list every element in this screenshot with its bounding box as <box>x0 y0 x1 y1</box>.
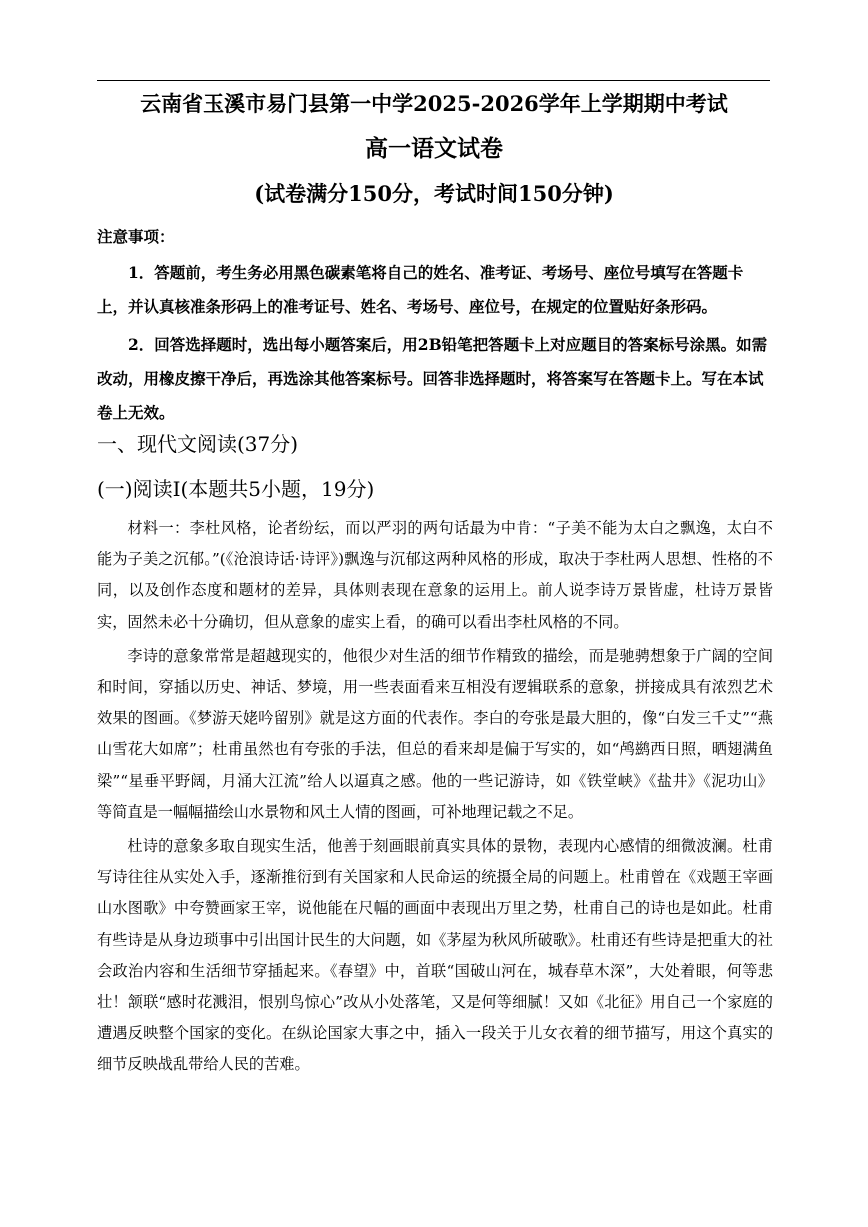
notice-item-2: 2．回答选择题时，选出每小题答案后，用2B铅笔把答题卡上对应题目的答案标号涂黑。如需改动，用橡皮擦干净后，再选涂其他答案标号。回答非选择题时，将答案写在答题卡上。写在本试卷上无效。 <box>97 335 768 422</box>
exam-title: 云南省玉溪市易门县第一中学2025-2026学年上学期期中考试 <box>140 91 728 116</box>
paper-title: 高一语文试卷 <box>365 135 503 162</box>
exam-info: (试卷满分150分，考试时间150分钟) <box>254 181 614 206</box>
subsection-heading: (一)阅读Ⅰ(本题共5小题，19分) <box>97 477 375 501</box>
notice-item-1: 1．答题前，考生务必用黑色碳素笔将自己的姓名、准考证、考场号、座位号填写在答题卡上，并认真核准条形码上的准考证号、姓名、考场号、座位号，在规定的位置贴好条形码。 <box>97 263 744 316</box>
reading-material <box>97 513 773 1084</box>
paragraph-3: 杜诗的意象多取自现实生活，他善于刻画眼前真实具体的景物，表现内心感情的细微波澜。杜甫写诗往往从实处入手，逐渐推衍到有关国家和人民命运的统摄全局的问题上。杜甫曾在《戏题王宰画山水图歌》中夸赞画家王宰，说他能在尺幅的画面中表现出万里之势，杜甫自己的诗也是如此。杜甫有些诗是从身边琐事中引出国计民生的大问题，如《茅屋为秋风所破歌》。杜甫还有些诗是把重大的社会政治内容和生活细节穿插起来。《春望》中，首联“国破山河在，城春草木深”，大处着眼，何等悲壮！颔联“感时花溅泪，恨别鸟惊心”改从小处落笔，又是何等细腻！又如《北征》用自己一个家庭的遭遇反映整个国家的变化。在纵论国家大事之中，插入一段关于儿女衣着的细节描写，用这个真实的细节反映战乱带给人民的苦难。 <box>97 837 773 1074</box>
notice-heading: 注意事项： <box>97 227 175 246</box>
notice-block <box>97 222 773 434</box>
paragraph-1: 材料一：李杜风格，论者纷纭，而以严羽的两句话最为中肯：“子美不能为太白之飘逸，太白不能为子美之沉郁。”(《沧浪诗话·诗评》)飘逸与沉郁这两种风格的形成，取决于李杜两人思想、性格的不同，以及创作态度和题材的差异，具体则表现在意象的运用上。前人说李诗万景皆虚，杜诗万景皆实，固然未必十分确切，但从意象的虚实上看，的确可以看出李杜风格的不同。 <box>97 519 773 631</box>
header-rule <box>97 80 770 81</box>
paragraph-2: 李诗的意象常常是超越现实的，他很少对生活的细节作精致的描绘，而是驰骋想象于广阔的空间和时间，穿插以历史、神话、梦境，用一些表面看来互相没有逻辑联系的意象，拼接成具有浓烈艺术效果的图画。《梦游天姥吟留别》就是这方面的代表作。李白的夸张是最大胆的，像“白发三千丈”“燕山雪花大如席”；杜甫虽然也有夸张的手法，但总的看来却是偏于写实的，如“鸬鹚西日照，晒翅满鱼梁”“星垂平野阔，月涌大江流”给人以逼真之感。他的一些记游诗，如《铁堂峡》《盐井》《泥功山》等简直是一幅幅描绘山水景物和风土人情的图画，可补地理记载之不足。 <box>97 646 773 821</box>
section-heading: 一、现代文阅读(37分) <box>97 432 299 456</box>
